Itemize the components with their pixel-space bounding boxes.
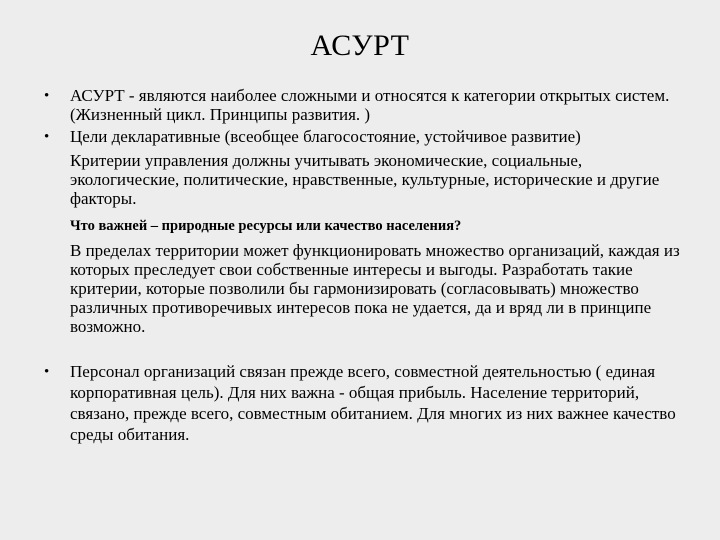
slide-title: АСУРТ xyxy=(310,29,410,62)
bullet-2: • xyxy=(44,129,50,145)
bullet-1: • xyxy=(44,88,50,104)
paragraph-goals: Цели декларативные (всеобщее благосостояние, устойчивое развитие) xyxy=(70,127,581,146)
paragraph-personnel: Персонал организаций связан прежде всего, совместной деятельностью ( единая корпоративная цель). Для них важна - общая прибыль. Население территорий, связано, прежде всего, совместным обитанием. Для многих из них важнее качество среды обитания. xyxy=(70,362,676,444)
paragraph-organizations: В пределах территории может функционировать множество организаций, каждая из которых преследует свои собственные интересы и выгоды. Разработать такие критерии, которые позволили бы гармонизировать (согласовывать) множество различных противоречивых интересов пока не удается, да и вряд ли в принципе возможно. xyxy=(70,241,680,336)
question-heading: Что важней – природные ресурсы или качество населения? xyxy=(70,218,462,234)
paragraph-asurt-definition: АСУРТ - являются наиболее сложными и относятся к категории открытых систем. (Жизненный цикл. Принципы развития. ) xyxy=(70,86,670,124)
bullet-3: • xyxy=(44,364,50,380)
paragraph-criteria: Критерии управления должны учитывать экономические, социальные, экологические, политические, нравственные, культурные, исторические и другие факторы. xyxy=(70,151,660,208)
